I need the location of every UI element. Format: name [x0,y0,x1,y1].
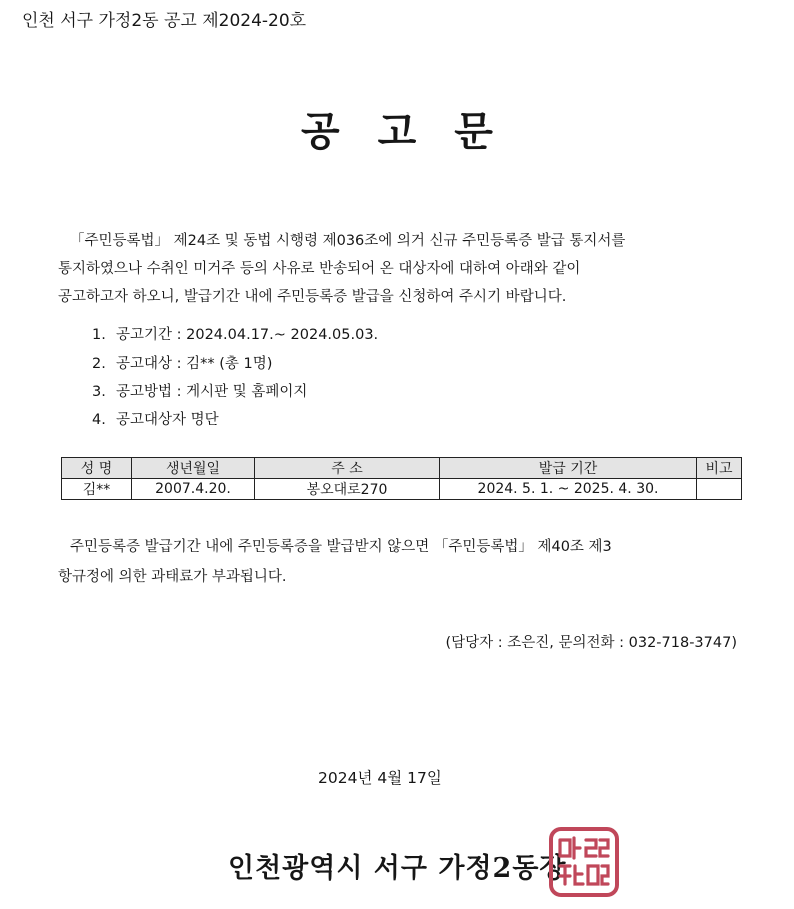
column-header-issue-period: 발급 기간 [440,458,697,479]
column-header-remarks: 비고 [697,458,742,479]
list-item-period [92,323,378,344]
column-header-address: 주 소 [255,458,440,479]
penalty-note-line: 항규정에 의한 과태료가 부과됩니다. [58,569,287,585]
list-item-target [92,352,272,373]
body-paragraph-line: 공고하고자 하오니, 발급기간 내에 주민등록증 발급을 신청하여 주시기 바랍니다. [58,289,567,305]
cell-address: 봉오대로270 [255,479,440,500]
penalty-note-line: 주민등록증 발급기간 내에 주민등록증을 발급받지 않으면 「주민등록법」 제40조 제3 [70,539,612,555]
list-item-roster [92,408,219,429]
issue-date: 2024년 4월 17일 [318,769,442,787]
table-row [62,479,742,500]
issuer-name: 인천광역시 서구 가정2동장 [228,853,567,884]
list-number: 1. [92,327,106,343]
cell-name: 김** [62,479,132,500]
column-header-name: 성 명 [62,458,132,479]
roster-table [61,457,742,500]
list-number: 2. [92,356,106,372]
contact-info: (담당자 : 조은진, 문의전화 : 032-718-3747) [445,635,737,651]
list-number: 3. [92,384,106,400]
list-number: 4. [92,412,106,428]
table-header-row [62,458,742,479]
list-text: 공고대상 : 김** (총 1명) [116,356,273,372]
list-text: 공고기간 : 2024.04.17.~ 2024.05.03. [116,327,379,343]
column-header-birthdate: 생년월일 [132,458,255,479]
official-seal [548,826,620,898]
cell-issue-period: 2024. 5. 1. ~ 2025. 4. 30. [440,479,697,500]
list-text: 공고방법 : 게시판 및 홈페이지 [116,384,308,400]
cell-remarks [697,479,742,500]
list-text: 공고대상자 명단 [116,412,219,428]
body-paragraph-line: 통지하였으나 수취인 미거주 등의 사유로 반송되어 온 대상자에 대하여 아래와 같이 [58,261,581,277]
list-item-method [92,380,307,401]
notice-number: 인천 서구 가정2동 공고 제2024-20호 [22,11,307,31]
cell-birthdate: 2007.4.20. [132,479,255,500]
body-paragraph-line: 「주민등록법」 제24조 및 동법 시행령 제036조에 의거 신규 주민등록증 발급 통지서를 [70,233,626,249]
document-title: 공고문 [301,108,531,155]
